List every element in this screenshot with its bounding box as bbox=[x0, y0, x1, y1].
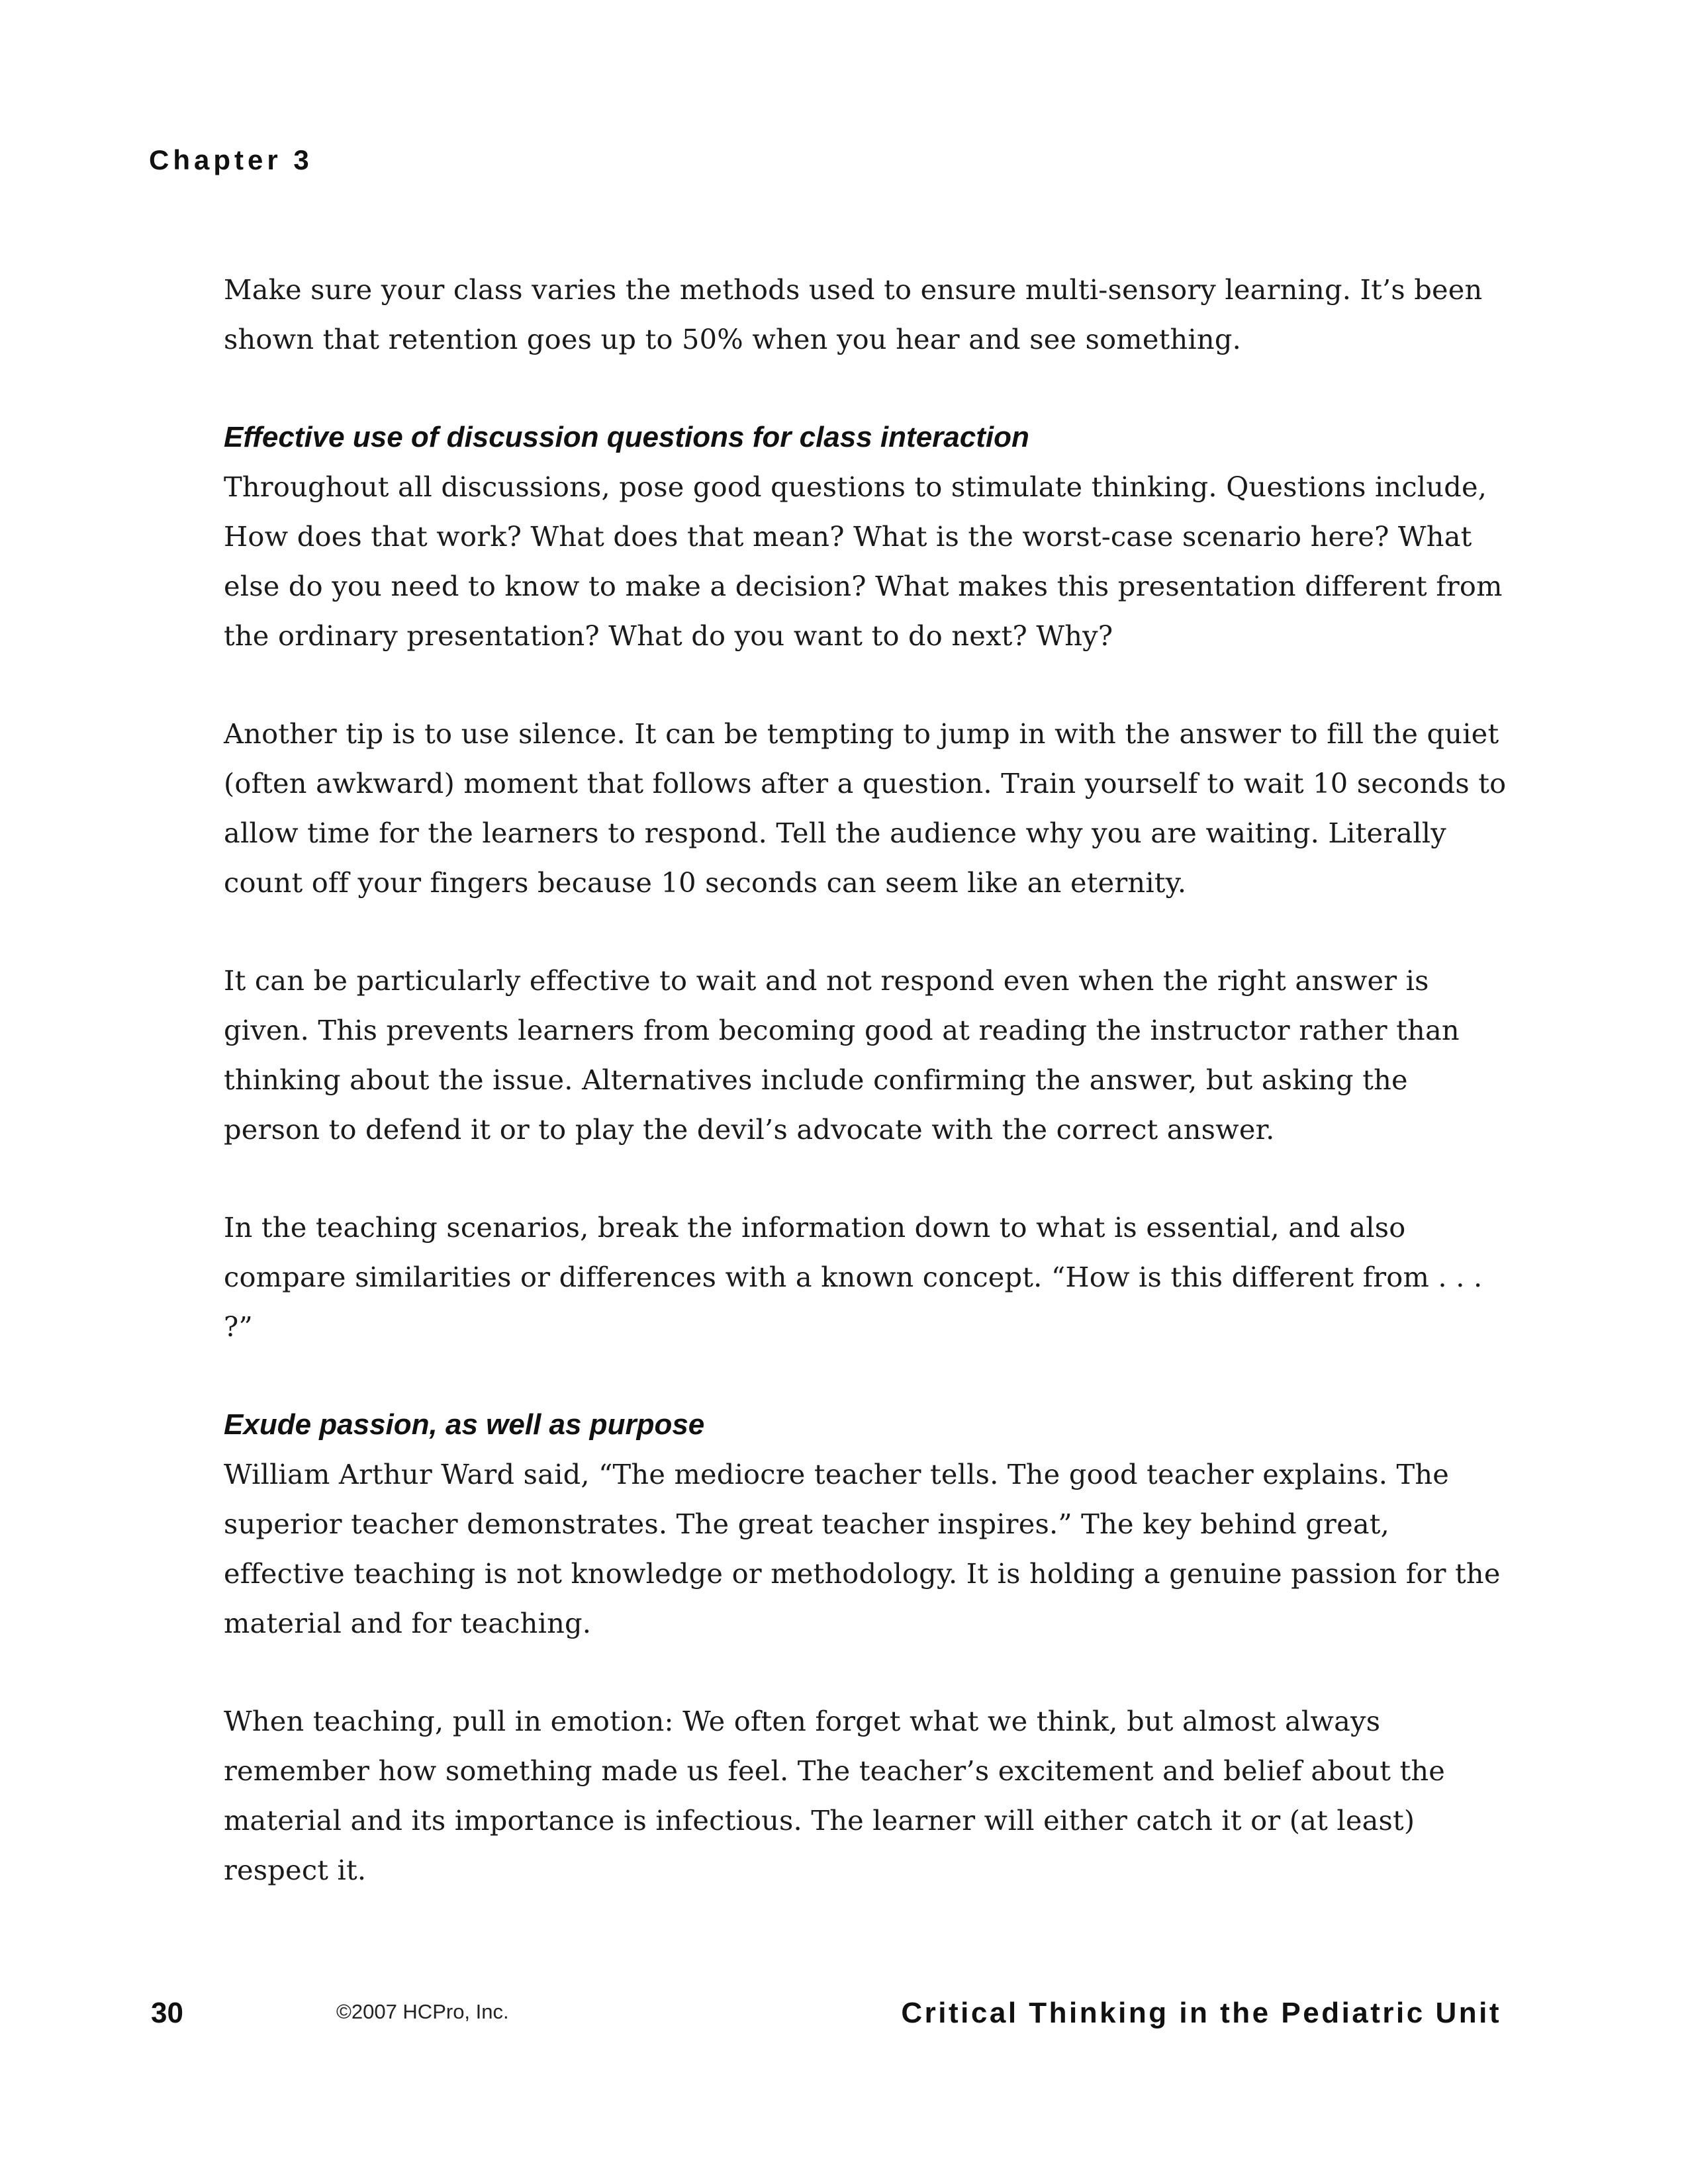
chapter-header: Chapter 3 bbox=[149, 144, 313, 175]
section-heading-passion: Exude passion, as well as purpose bbox=[224, 1408, 705, 1441]
paragraph-ward-quote: William Arthur Ward said, “The mediocre teacher tells. The good teacher explains. The superior teacher demonstrates. The great teacher inspires.” The key behind great, effective teaching is not knowledge or methodology. It is holding a genuine passion for the material and for teaching. bbox=[224, 1458, 1501, 1639]
paragraph-emotion: When teaching, pull in emotion: We often forget what we think, but almost always remember how something made us feel. The teacher’s excitement and belief about the material and its importance is infectious. The learner will either catch it or (at least) respect it. bbox=[224, 1705, 1446, 1886]
paragraph-multisensory: Make sure your class varies the methods used to ensure multi-sensory learning. It’s been shown that retention goes up to 50% when you hear and see something. bbox=[224, 273, 1483, 355]
paragraph-scenarios: In the teaching scenarios, break the information down to what is essential, and also compare similarities or differences with a known concept. “How is this different from . . . ?” bbox=[224, 1211, 1483, 1343]
section-heading-discussion: Effective use of discussion questions for class interaction bbox=[224, 421, 1029, 453]
book-title: Critical Thinking in the Pediatric Unit bbox=[901, 1997, 1501, 2029]
paragraph-silence: Another tip is to use silence. It can be tempting to jump in with the answer to fill the quiet (often awkward) moment that follows after a question. Train yourself to wait 10 seconds to allow time for the learners to respond. Tell the audience why you are waiting. Literally count off your fingers because 10 seconds can seem like an eternity. bbox=[224, 717, 1507, 899]
page-number: 30 bbox=[151, 1997, 183, 2029]
copyright-notice: ©2007 HCPro, Inc. bbox=[336, 2000, 509, 2023]
page-body bbox=[224, 265, 1508, 1943]
paragraph-wait: It can be particularly effective to wait and not respond even when the right answer is given. This prevents learners from becoming good at reading the instructor rather than thinking about the issue. Alternatives include confirming the answer, but asking the person to defend it or to play the devil’s advocate with the correct answer. bbox=[224, 964, 1460, 1146]
paragraph-questions: Throughout all discussions, pose good questions to stimulate thinking. Questions include, How does that work? What does that mean? What is the worst-case scenario here? What else do you need to know to make a decision? What makes this presentation different from the ordinary presentation? What do you want to do next? Why? bbox=[224, 471, 1503, 652]
